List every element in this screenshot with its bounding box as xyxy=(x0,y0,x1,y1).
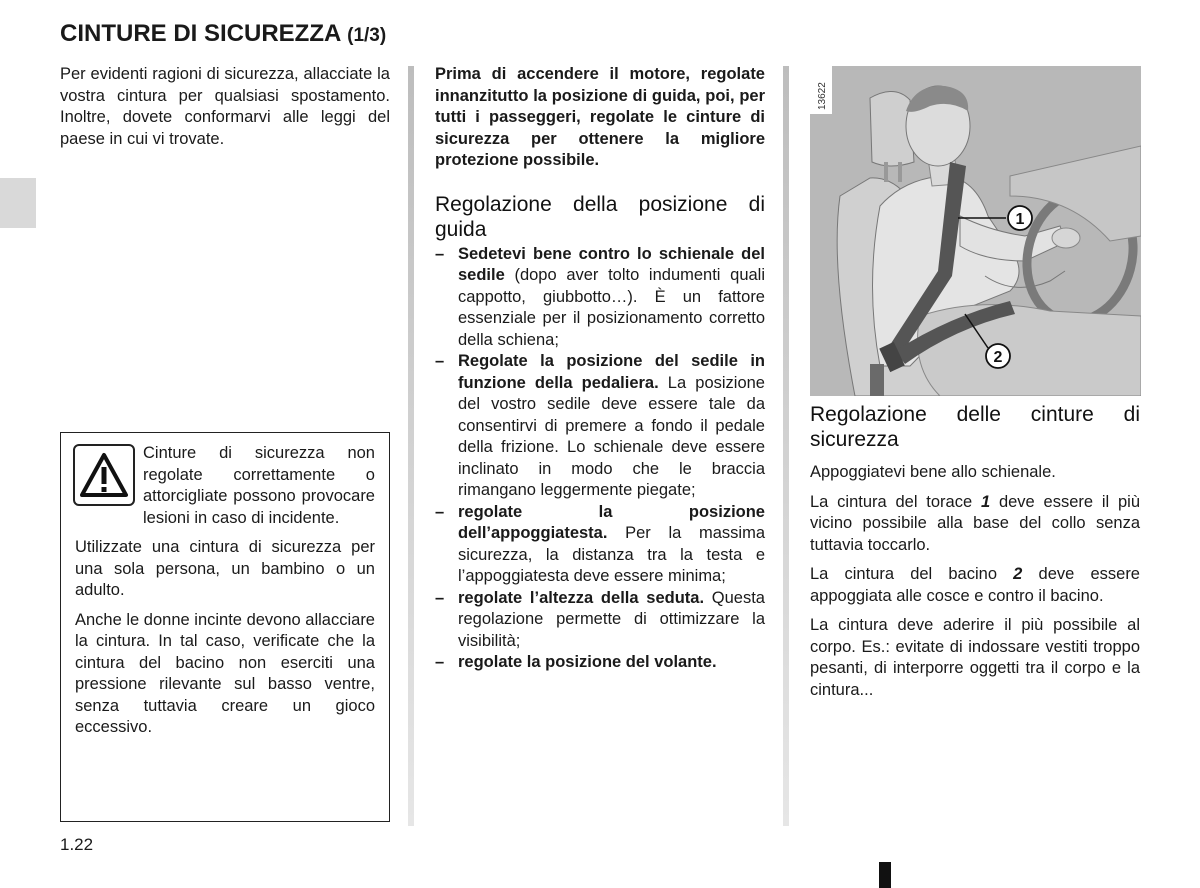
list-item xyxy=(435,502,765,588)
page-number: 1.22 xyxy=(60,835,94,854)
page-title xyxy=(60,20,386,48)
section-heading-seatbelt-adjustment: Regolazione delle cinture di sicurezza xyxy=(810,403,1140,451)
warning-paragraph-1: Cinture di sicurezza non regolate correttamente o attorcigliate possono provocare lesioni in caso di incidente. xyxy=(143,444,375,527)
list-dash: – xyxy=(435,653,445,671)
list-item-text: Questa regolazione permette di ottimizzare la visibilità; xyxy=(458,588,765,650)
list-item-bold: regolate la posizione dell’appoggiatesta. xyxy=(458,502,765,542)
page-title-text: CINTURE DI SICUREZZA xyxy=(60,20,341,47)
page-title-suffix: (1/3) xyxy=(347,25,387,46)
paragraph-3-start: La cintura del bacino xyxy=(810,565,1014,583)
list-item xyxy=(435,351,765,502)
section-heading-driving-position: Regolazione della posizione di guida xyxy=(435,192,765,241)
list-item-text: Per la massima sicurezza, la distanza tra la testa e l’appoggiatesta deve essere minima; xyxy=(458,524,765,585)
column-separator-left xyxy=(408,66,414,826)
warning-triangle-icon xyxy=(73,444,135,506)
list-item xyxy=(435,244,765,352)
paragraph-3-end: deve essere appoggiata alle cosce e contro il bacino. xyxy=(810,565,1140,605)
seatbelt-paragraph-4: La cintura deve aderire il più possibile al corpo. Es.: evitate di indossare vestiti troppo pesanti, di interporre oggetti tra il corpo e la cintura... xyxy=(810,616,1140,699)
list-item-bold: regolate l’altezza della seduta. xyxy=(458,588,705,607)
intro-text: Per evidenti ragioni di sicurezza, allacciate la vostra cintura per qualsiasi spostamento. Inoltre, dovete conformarvi alle leggi del paese in cui vi trovate. xyxy=(60,65,390,148)
list-item xyxy=(435,588,765,653)
list-item-bold: Regolate la posizione del sedile in funzione della pedaliera. xyxy=(458,352,765,392)
list-dash: – xyxy=(435,588,445,607)
driver-seatbelt-drawing xyxy=(810,66,1141,396)
callout-1-label: 1 xyxy=(1015,211,1025,228)
lap-belt-reference: 2 xyxy=(1013,565,1023,583)
chest-belt-reference: 1 xyxy=(980,492,991,511)
seatbelt-paragraph-2 xyxy=(810,492,1140,557)
list-dash: – xyxy=(435,352,445,370)
callout-2-label: 2 xyxy=(993,349,1003,366)
paragraph-2-start: La cintura del torace xyxy=(810,492,981,511)
seatbelt-adjustment-column xyxy=(810,402,1140,709)
warning-paragraph-2: Utilizzate una cintura di sicurezza per una sola persona, un bambino o un adulto. xyxy=(75,538,375,599)
list-dash: – xyxy=(435,244,445,263)
seatbelt-illustration xyxy=(810,66,1141,396)
list-item-bold: regolate la posizione del volante. xyxy=(458,653,717,671)
warning-box xyxy=(60,432,390,822)
seatbelt-paragraph-3 xyxy=(810,564,1140,607)
list-item-text: (dopo aver tolto indumenti quali cappotto, giubbotto…). È un fattore essenziale per il posizionamento corretto della schiena; xyxy=(458,266,765,349)
list-item-text: La posizione del vostro sedile deve essere tale da consentirvi di premere a fondo il pedale della frizione. Lo schienale deve essere inclinato in modo che le braccia rimangano leggermente piegate; xyxy=(458,373,765,499)
bold-intro: Prima di accendere il motore, regolate innanzitutto la posizione di guida, poi, per tutti i passeggeri, regolate le cinture di sicurezza per ottenere la migliore protezione possibile. xyxy=(435,65,765,169)
list-item xyxy=(435,652,765,674)
section-tab-marker xyxy=(0,178,36,228)
warning-paragraph-3: Anche le donne incinte devono allacciare la cintura. In tal caso, verificate che la cintura del bacino non eserciti una pressione rilevante sul basso ventre, senza tuttavia creare un gioco eccessivo. xyxy=(75,610,375,736)
driving-position-column xyxy=(435,64,765,674)
list-dash: – xyxy=(435,502,445,521)
intro-paragraph xyxy=(60,64,390,150)
seatbelt-paragraph-1: Appoggiatevi bene allo schienale. xyxy=(810,463,1056,481)
list-item-bold: Sedetevi bene contro lo schienale del sedile xyxy=(458,244,765,284)
paragraph-2-end: deve essere il più vicino possibile alla base del collo senza tuttavia toccarlo. xyxy=(810,492,1140,554)
figure-reference-code: 13622 xyxy=(817,82,828,110)
column-separator-right xyxy=(783,66,789,826)
page-corner-mark xyxy=(879,862,891,888)
adjustment-list xyxy=(435,244,765,674)
